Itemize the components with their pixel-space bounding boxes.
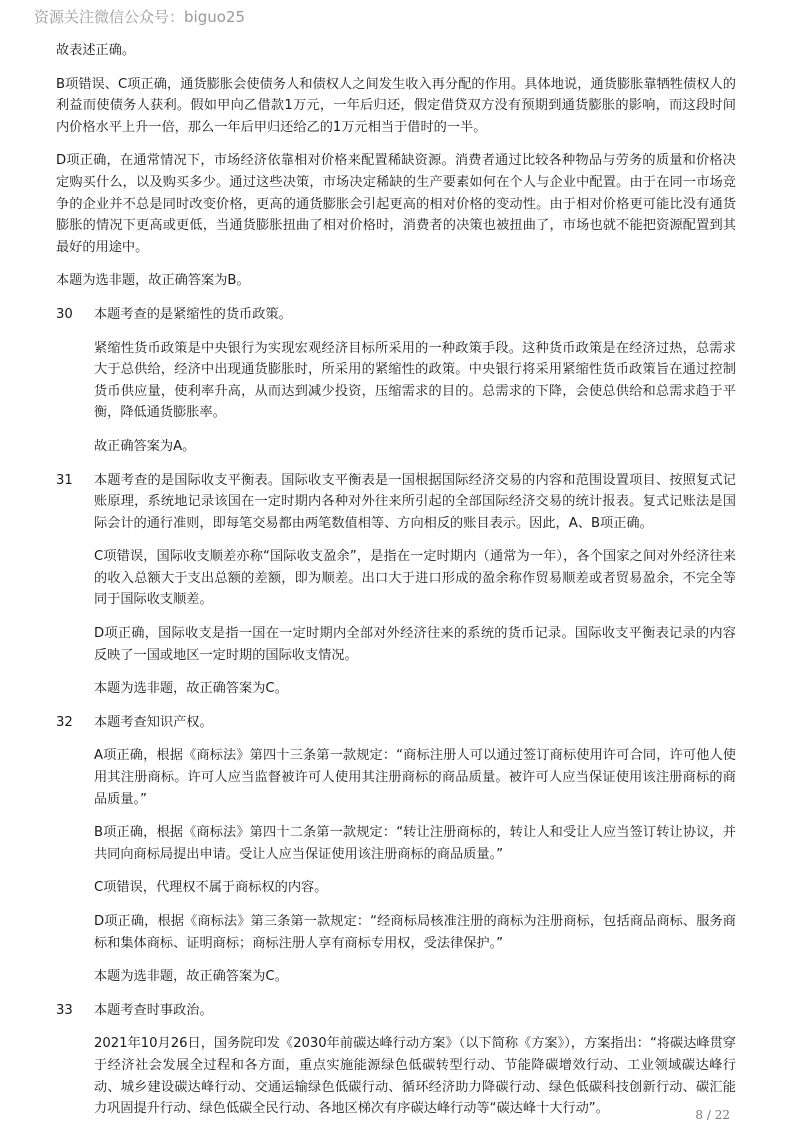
- question-text: 本题考查知识产权。: [94, 714, 213, 730]
- question-32-lead: [56, 712, 736, 734]
- question-31-lead: [56, 470, 736, 535]
- watermark-text: 资源关注微信公众号：biguo25: [34, 8, 245, 26]
- paragraph: A项正确，根据《商标法》第四十三条第一款规定：“商标注册人可以通过签订商标使用许可合同，许可他人使用其注册商标。许可人应当监督被许可人使用其注册商标的商品质量。被许可人应当保证使用该注册商标的商品质量。”: [94, 748, 736, 807]
- paragraph: C项错误，国际收支顺差亦称“国际收支盈余”，是指在一定时期内（通常为一年），各个国家之间对外经济往来的收入总额大于支出总额的差额，即为顺差。出口大于进口形成的盈余称作贸易顺差或者贸易盈余，不完全等同于国际收支顺差。: [94, 549, 736, 608]
- question-text: 本题考查的是国际收支平衡表。国际收支平衡表是一国根据国际经济交易的内容和范围设置项目、按照复式记账原理，系统地记录该国在一定时期内各种对外往来所引起的全部国际经济交易的统计报表。复式记账法是国际会计的通行准则，即每笔交易都由两笔数值相等、方向相反的账目表示。因此，A、B项正确。: [94, 472, 736, 531]
- question-number: 32: [56, 714, 73, 730]
- document-body: [56, 40, 736, 1132]
- paragraph: 本题为选非题，故正确答案为C。: [94, 681, 288, 697]
- paragraph: D项正确，在通常情况下，市场经济依靠相对价格来配置稀缺资源。消费者通过比较各种物品与劳务的质量和价格决定购买什么，以及购买多少。通过这些决策，市场决定稀缺的生产要素如何在个人与企业中配置。由于在同一市场竞争的企业并不总是同时改变价格，更高的通货膨胀会引起更高的相对价格的变动性。由于相对价格更可能比没有通货膨胀的情况下更高或更低，当通货膨胀扭曲了相对价格时，消费者的决策也被扭曲了，市场也就不能把资源配置到其最好的用途中。: [56, 153, 736, 255]
- question-number: 30: [56, 306, 73, 322]
- question-text: 本题考查时事政治。: [94, 1002, 213, 1018]
- paragraph: 本题为选非题，故正确答案为C。: [94, 969, 288, 985]
- paragraph: D项正确，根据《商标法》第三条第一款规定：“经商标局核准注册的商标为注册商标，包括商品商标、服务商标和集体商标、证明商标；商标注册人享有商标专用权，受法律保护。”: [94, 914, 736, 951]
- paragraph: 紧缩性货币政策是中央银行为实现宏观经济目标所采用的一种政策手段。这种货币政策是在经济过热，总需求大于总供给，经济中出现通货膨胀时，所采用的紧缩性的政策。中央银行将采用紧缩性货币政策旨在通过控制货币供应量，使利率升高，从而达到减少投资，压缩需求的目的。总需求的下降，会使总供给和总需求趋于平衡，降低通货膨胀率。: [94, 340, 736, 421]
- paragraph: B项正确，根据《商标法》第四十二条第一款规定：“转让注册商标的，转让人和受让人应当签订转让协议，并共同向商标局提出申请。受让人应当保证使用该注册商标的商品质量。”: [94, 825, 736, 862]
- paragraph: 故表述正确。: [56, 43, 136, 58]
- paragraph: C项错误，代理权不属于商标权的内容。: [94, 880, 328, 896]
- paragraph: D项正确，国际收支是指一国在一定时期内全部对外经济往来的系统的货币记录。国际收支平衡表记录的内容反映了一国或地区一定时期的国际收支情况。: [94, 626, 736, 663]
- paragraph: 故正确答案为A。: [94, 438, 196, 454]
- question-text: 本题考查的是紧缩性的货币政策。: [94, 306, 292, 322]
- question-number: 31: [56, 472, 73, 488]
- paragraph: 2021年10月26日，国务院印发《2030年前碳达峰行动方案》（以下简称《方案》），方案指出：“将碳达峰贯穿于经济社会发展全过程和各方面，重点实施能源绿色低碳转型行动、节能降碳增效行动、工业领域碳达峰行动、城乡建设碳达峰行动、交通运输绿色低碳行动、循环经济助力降碳行动、绿色低碳科技创新行动、碳汇能力巩固提升行动、绿色低碳全民行动、各地区梯次有序碳达峰行动等“碳达峰十大行动”。: [94, 1036, 736, 1117]
- paragraph: 本题为选非题，故正确答案为B。: [56, 273, 250, 289]
- page-number: 8 / 22: [695, 1108, 730, 1122]
- paragraph: B项错误、C项正确，通货膨胀会使债务人和债权人之间发生收入再分配的作用。具体地说，通货膨胀靠牺牲债权人的利益而使债务人获利。假如甲向乙借款1万元，一年后归还，假定借贷双方没有预期到通货膨胀的影响，而这段时间内价格水平上升一倍，那么一年后甲归还给乙的1万元相当于借时的一半。: [56, 76, 736, 135]
- question-30-lead: [56, 304, 736, 326]
- question-33-lead: [56, 1000, 736, 1022]
- question-number: 33: [56, 1002, 73, 1018]
